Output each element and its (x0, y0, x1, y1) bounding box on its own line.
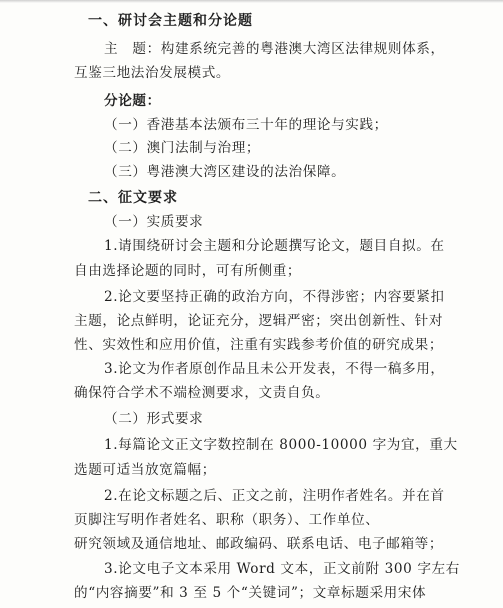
substantive-req-3-line-1: 3.论文为作者原创作品且未公开发表，不得一稿多用， (104, 361, 445, 377)
subsection-substantive: （一）实质要求 (104, 214, 204, 230)
section-heading-requirements: 二、征文要求 (88, 190, 178, 206)
main-topic-line-2: 互鉴三地法治发展模式。 (74, 65, 231, 81)
substantive-req-2-line-3: 性、实效性和应用价值，注重有实践参考价值的研究成果； (74, 337, 444, 353)
substantive-req-2-line-1: 2.论文要坚持正确的政治方向，不得涉密；内容要紧扣 (104, 289, 445, 305)
substantive-req-2-line-2: 主题，论点鲜明，论证充分，逻辑严密；突出创新性、针对 (74, 313, 444, 329)
subtopic-1: （一）香港基本法颁布三十年的理论与实践； (104, 117, 388, 133)
subsection-formal: （二）形式要求 (104, 411, 204, 427)
formal-req-3-line-1: 3.论文电子文本采用 Word 文本，正文前附 300 字左右 (104, 561, 460, 577)
formal-req-2-line-2: 页脚注写明作者姓名、职称（职务）、工作单位、 (74, 512, 380, 528)
formal-req-1-line-2: 选题可适当放宽篇幅； (74, 462, 216, 478)
substantive-req-1-line-2: 自由选择论题的同时，可有所侧重； (74, 263, 302, 279)
subtopics-label: 分论题： (104, 93, 161, 109)
formal-req-2-line-3: 研究领域及通信地址、邮政编码、联系电话、电子邮箱等； (74, 536, 444, 552)
main-topic-line-1: 主 题：构建系统完善的粤港澳大湾区法律规则体系， (104, 41, 445, 57)
substantive-req-3-line-2: 确保符合学术不端检测要求，文责自负。 (74, 385, 330, 401)
formal-req-3-line-2: 的“内容摘要”和 3 至 5 个“关键词”；文章标题采用宋体 (74, 585, 427, 601)
section-heading-topic: 一、研讨会主题和分论题 (88, 13, 253, 29)
formal-req-1-line-1: 1.每篇论文正文字数控制在 8000-10000 字为宜，重大 (104, 437, 458, 453)
subtopic-2: （二）澳门法制与治理； (104, 140, 261, 156)
subtopic-3: （三）粤港澳大湾区建设的法治保障。 (104, 164, 346, 180)
substantive-req-1-line-1: 1.请围绕研讨会主题和分论题撰写论文，题目自拟。在 (104, 238, 445, 254)
formal-req-2-line-1: 2.在论文标题之后、正文之前，注明作者姓名。并在首 (104, 488, 445, 504)
